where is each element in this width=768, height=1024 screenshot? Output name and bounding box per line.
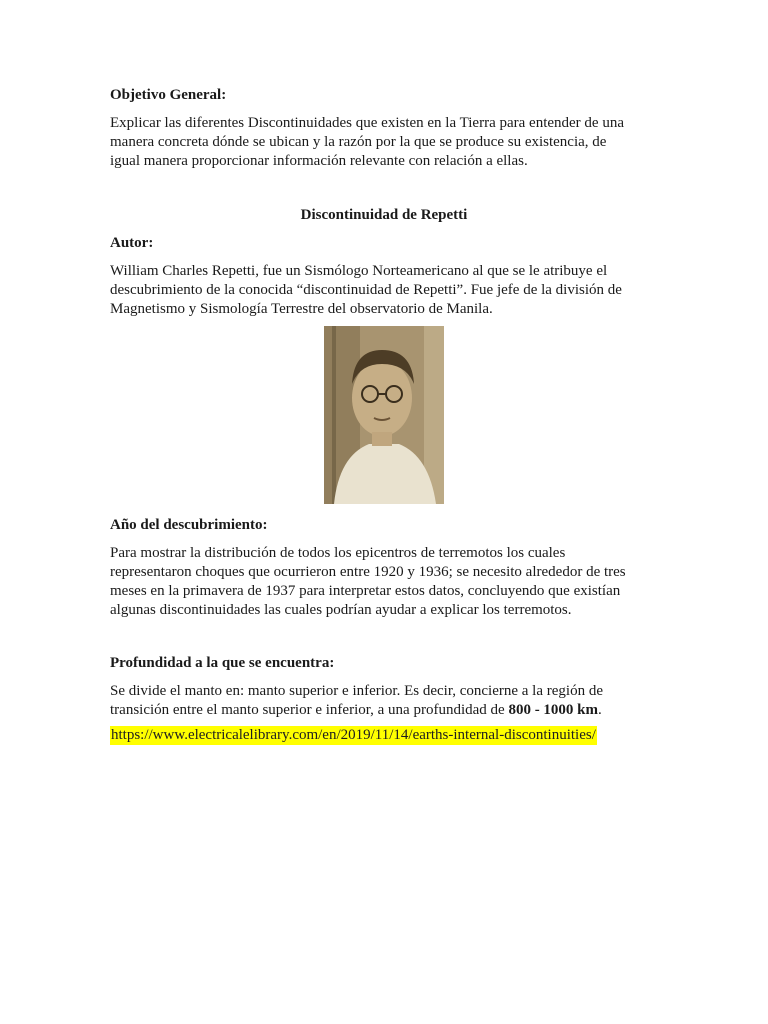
- autor-paragraph: William Charles Repetti, fue un Sismólogo Norteamericano al que se le atribuye el descubrimiento de la conocida “discontinuidad de Repetti”. Fue jefe de la división de Magnetismo y Sismología Terrestre del observatorio de Manila.: [110, 263, 622, 317]
- portrait-illustration: [324, 326, 444, 504]
- anio-paragraph: Para mostrar la distribución de todos los epicentros de terremotos los cuales representaron choques que ocurrieron entre 1920 y 1936; se necesito alrededor de tres meses en la primavera de 1937 para interpretar estos datos, concluyendo que existían algunas discontinuidades las cuales podrían ayudar a explicar los terremotos.: [110, 545, 626, 618]
- repetti-portrait-photo: [324, 326, 444, 504]
- profundidad-text-end: .: [598, 702, 602, 718]
- anio-heading: Año del descubrimiento:: [110, 517, 268, 533]
- objetivo-heading: Objetivo General:: [110, 87, 227, 103]
- autor-heading: Autor:: [110, 235, 154, 251]
- profundidad-paragraph: [110, 682, 640, 720]
- profundidad-text: Se divide el manto en: manto superior e inferior. Es decir, concierne a la región de transición entre el manto superior e inferior, a una profundidad de: [110, 683, 603, 718]
- section-title: Discontinuidad de Repetti: [300, 207, 468, 223]
- source-link[interactable]: https://www.electricalelibrary.com/en/2019/11/14/earths-internal-discontinuities/: [111, 727, 596, 743]
- objetivo-paragraph: Explicar las diferentes Discontinuidades que existen en la Tierra para entender de una manera concreta dónde se ubican y la razón por la que se produce su existencia, de igual manera proporcionar información relevante con relación a ellas.: [110, 115, 624, 169]
- profundidad-heading: Profundidad a la que se encuentra:: [110, 655, 335, 671]
- depth-value: 800 - 1000 km: [508, 702, 599, 718]
